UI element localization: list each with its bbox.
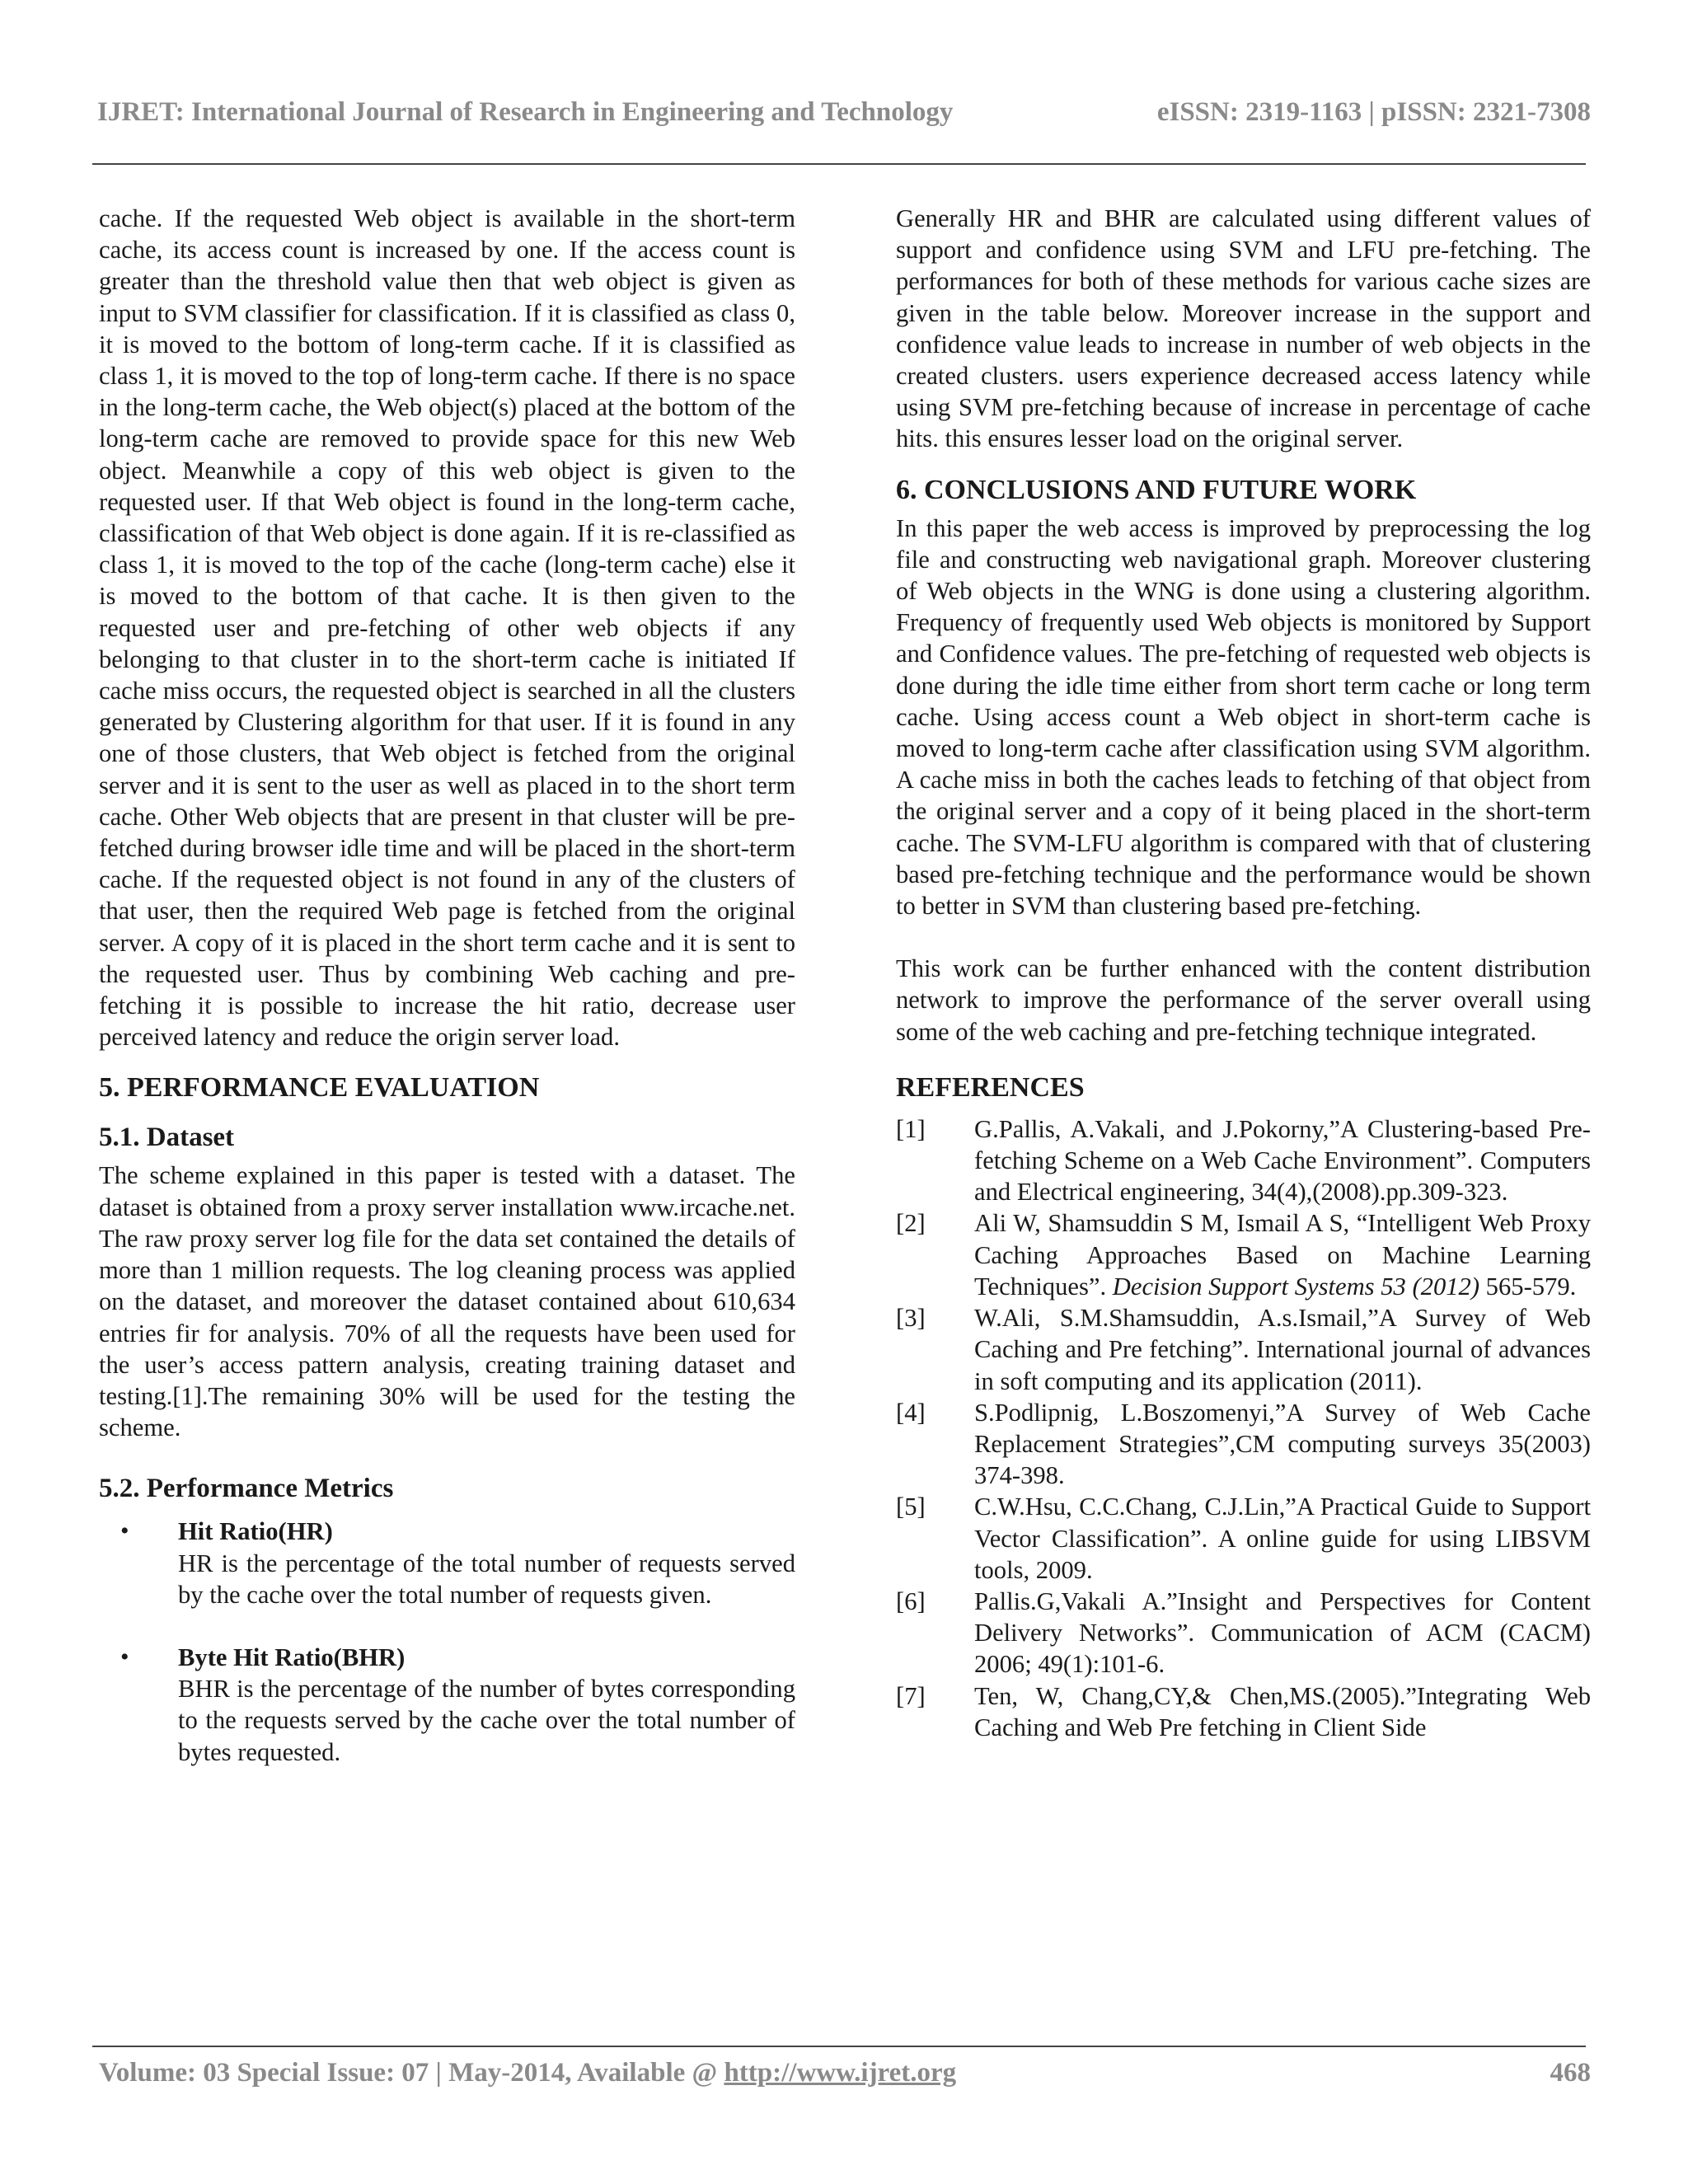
journal-link[interactable]: http://www.ijret.org bbox=[724, 2058, 957, 2088]
metric-description: BHR is the percentage of the number of bytes corresponding to the requests served by the cache over the total number of bytes requested. bbox=[178, 1675, 795, 1766]
volume-info bbox=[99, 2058, 956, 2088]
metric-item bbox=[99, 1642, 795, 1768]
reference-text: C.W.Hsu, C.C.Chang, C.J.Lin,”A Practical Guide to Support Vector Classification”. A online guide for using LIBSVM tools, 2009. bbox=[974, 1493, 1591, 1584]
reference-item bbox=[896, 1491, 1591, 1586]
dataset-paragraph: The scheme explained in this paper is tested with a dataset. The dataset is obtained from a proxy server installation www.ircache.net. The raw proxy server log file for the data set contained the details of more than 1 million requests. The log cleaning process was applied on the dataset, and moreover the dataset contained about 610,634 entries fir for analysis. 70% of all the requests have been used for the user’s access pattern analysis, creating training dataset and testing.[1].The remaining 30% will be used for the testing the scheme. bbox=[99, 1161, 795, 1442]
metric-term: Hit Ratio(HR) bbox=[178, 1517, 333, 1546]
left-column bbox=[99, 203, 795, 1768]
page-header bbox=[97, 97, 1591, 137]
metric-item bbox=[99, 1516, 795, 1610]
reference-text: G.Pallis, A.Vakali, and J.Pokorny,”A Clustering-based Pre-fetching Scheme on a Web Cache Environment”. Computers and Electrical engineering, 34(4),(2008).pp.309-323. bbox=[974, 1114, 1591, 1207]
subsection-heading-performance-metrics: 5.2. Performance Metrics bbox=[99, 1474, 394, 1504]
reference-text bbox=[974, 1207, 1591, 1302]
reference-text: Ten, W, Chang,CY,& Chen,MS.(2005).”Integrating Web Caching and Web Pre fetching in Client Side bbox=[974, 1681, 1591, 1741]
references-heading: REFERENCES bbox=[896, 1071, 1085, 1103]
reference-item bbox=[896, 1113, 1591, 1208]
issn-info: eISSN: 2319-1163 | pISSN: 2321-7308 bbox=[1156, 97, 1591, 127]
reference-text-part: 565-579. bbox=[1479, 1272, 1577, 1301]
volume-text: Volume: 03 Special Issue: 07 | May-2014, Available @ bbox=[99, 2058, 724, 2088]
reference-text: W.Ali, S.M.Shamsuddin, A.s.Ismail,”A Survey of Web Caching and Pre fetching”. International journal of advances in soft computing and its application (2011). bbox=[974, 1304, 1591, 1395]
reference-item bbox=[896, 1302, 1591, 1397]
body-paragraph: cache. If the requested Web object is available in the short-term cache, its access count is increased by one. If the access count is greater than the threshold value then that web object is given as input to SVM classifier for classification. If it is classified as class 0, it is moved to the bottom of long-term cache. If it is classified as class 1, it is moved to the top of long-term cache. If there is no space in the long-term cache, the Web object(s) placed at the bottom of the long-term cache are removed to provide space for this new Web object. Meanwhile a copy of this web object is given to the requested user. If that Web object is found in the long-term cache, classification of that Web object is done again. If it is re-classified as class 1, it is moved to the top of the cache (long-term cache) else it is moved to the bottom of that cache. It is then given to the requested user and pre-fetching of other web objects if any belonging to that cluster in to the short-term cache is initiated If cache miss occurs, the requested object is searched in all the clusters generated by Clustering algorithm for that user. If it is found in any one of those clusters, that Web object is fetched from the original server and it is sent to the user as well as placed in to the short term cache. Other Web objects that are present in that cluster will be pre-fetched during browser idle time and will be placed in the short-term cache. If the requested object is not found in any of the clusters of that user, then the required Web page is fetched from the original server. A copy of it is placed in the short term cache and it is sent to the requested user. Thus by combining Web caching and pre-fetching it is possible to increase the hit ratio, decrease user perceived latency and reduce the origin server load. bbox=[99, 204, 795, 1052]
bullet-icon: • bbox=[120, 1517, 129, 1545]
section-heading-performance-evaluation: 5. PERFORMANCE EVALUATION bbox=[99, 1072, 540, 1104]
reference-item bbox=[896, 1207, 1591, 1302]
reference-item bbox=[896, 1397, 1591, 1492]
reference-number: [2] bbox=[896, 1209, 926, 1238]
page-number: 468 bbox=[1550, 2058, 1591, 2088]
reference-item bbox=[896, 1680, 1591, 1743]
reference-number: [1] bbox=[896, 1114, 926, 1143]
subsection-heading-dataset: 5.1. Dataset bbox=[99, 1122, 235, 1153]
body-paragraph: Generally HR and BHR are calculated using different values of support and confidence using SVM and LFU pre-fetching. The performances for both of these methods for various cache sizes are given in the table below. Moreover increase in the support and confidence value leads to increase in number of web objects in the created clusters. users experience decreased access latency while using SVM pre-fetching because of increase in percentage of cache hits. this ensures lesser load on the original server. bbox=[896, 204, 1591, 453]
journal-title: IJRET: International Journal of Research in Engineering and Technology bbox=[97, 97, 954, 127]
future-work-paragraph: This work can be further enhanced with the content distribution network to improve the performance of the server overall using some of the web caching and pre-fetching technique integrated. bbox=[896, 954, 1591, 1046]
conclusion-paragraph: In this paper the web access is improved by preprocessing the log file and constructing web navigational graph. Moreover clustering of Web objects in the WNG is done using a clustering algorithm. Frequency of frequently used Web objects is monitored by Support and Confidence values. The pre-fetching of requested web objects is done during the idle time either from short term cache or long term cache. Using access count a Web object in short-term cache is moved to long-term cache after classification using SVM algorithm. A cache miss in both the caches leads to fetching of that object from the original server and a copy of it being placed in the short-term cache. The SVM-LFU algorithm is compared with that of clustering based pre-fetching technique and the performance would be shown to better in SVM than clustering based pre-fetching. bbox=[896, 513, 1591, 921]
reference-number: [4] bbox=[896, 1398, 926, 1427]
reference-text: S.Podlipnig, L.Boszomenyi,”A Survey of Web Cache Replacement Strategies”,CM computing surveys 35(2003) 374-398. bbox=[974, 1398, 1591, 1490]
reference-number: [3] bbox=[896, 1304, 926, 1333]
page-footer bbox=[99, 2058, 1591, 2097]
right-column bbox=[896, 203, 1591, 1743]
reference-number: [6] bbox=[896, 1586, 926, 1615]
reference-item bbox=[896, 1586, 1591, 1680]
reference-number: [5] bbox=[896, 1493, 926, 1521]
reference-text-part: Ali W, Shamsuddin S M, Ismail A S, “Intelligent Web Proxy Caching Approaches Based on Machine Learning Techniques”. bbox=[974, 1209, 1591, 1301]
reference-text: Pallis.G,Vakali A.”Insight and Perspectives for Content Delivery Networks”. Communication of ACM (CACM) 2006; 49(1):101-6. bbox=[974, 1586, 1591, 1679]
metric-term: Byte Hit Ratio(BHR) bbox=[178, 1643, 406, 1671]
bullet-icon: • bbox=[120, 1643, 129, 1671]
metric-description: HR is the percentage of the total number of requests served by the cache over the total number of requests given. bbox=[178, 1549, 795, 1609]
header-divider bbox=[92, 163, 1586, 165]
footer-divider bbox=[92, 2046, 1586, 2047]
section-heading-conclusions: 6. CONCLUSIONS AND FUTURE WORK bbox=[896, 474, 1417, 505]
reference-number: [7] bbox=[896, 1681, 926, 1710]
reference-journal: Decision Support Systems 53 (2012) bbox=[1112, 1272, 1480, 1301]
